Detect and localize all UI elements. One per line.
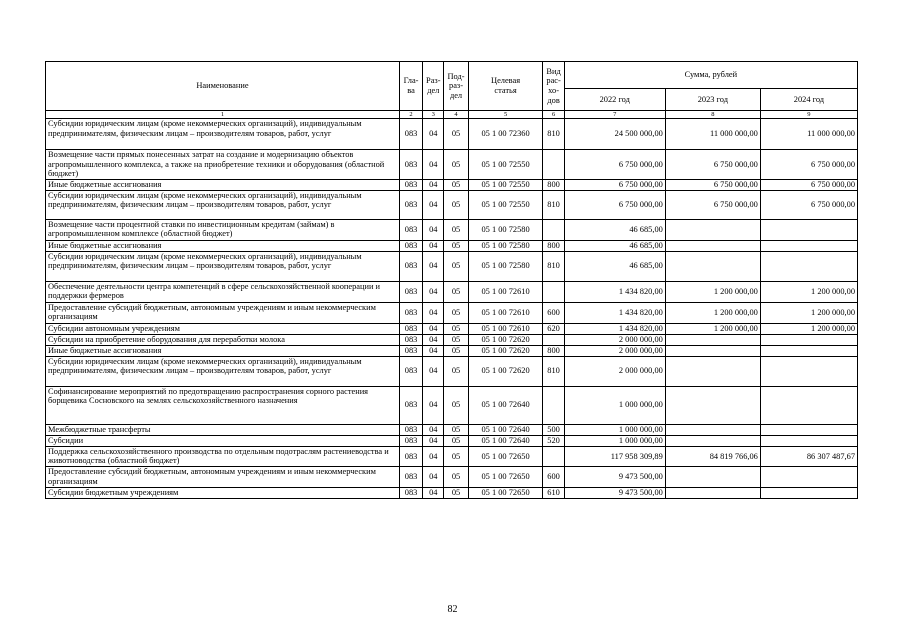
table-row bbox=[46, 487, 858, 498]
amount-2023: 6 750 000,00 bbox=[665, 150, 760, 180]
column-number: 2 bbox=[399, 111, 422, 119]
subsection-cell: 05 bbox=[444, 251, 468, 281]
amount-2024: 1 200 000,00 bbox=[760, 302, 857, 323]
header-chapter-line: ва bbox=[407, 86, 415, 95]
section-cell: 04 bbox=[423, 446, 444, 466]
row-name: Возмещение части прямых понесенных затрат на создание и модернизацию объектов агропромышленного комплекса, а также на приобретение техники и оборудования (областной бюджет) bbox=[46, 150, 400, 180]
amount-2022: 2 000 000,00 bbox=[564, 356, 665, 386]
expense-type-cell: 800 bbox=[543, 179, 564, 190]
amount-2024 bbox=[760, 386, 857, 424]
budget-table bbox=[45, 61, 858, 499]
subsection-cell: 05 bbox=[444, 356, 468, 386]
amount-2024 bbox=[760, 466, 857, 487]
amount-2023: 11 000 000,00 bbox=[665, 119, 760, 150]
expense-type-cell: 600 bbox=[543, 466, 564, 487]
table-row bbox=[46, 446, 858, 466]
amount-2023: 6 750 000,00 bbox=[665, 190, 760, 219]
header-section-line: дел bbox=[427, 86, 440, 95]
row-name: Субсидии юридическим лицам (кроме некоммерческих организаций), индивидуальным предпринимателям, физическим лицам – производителям товаров, работ, услуг bbox=[46, 190, 400, 219]
header-expense-line: дов bbox=[547, 95, 560, 105]
amount-2022: 6 750 000,00 bbox=[564, 150, 665, 180]
amount-2023 bbox=[665, 466, 760, 487]
column-number: 7 bbox=[564, 111, 665, 119]
row-name: Предоставление субсидий бюджетным, автономным учреждениям и иным некоммерческим организациям bbox=[46, 466, 400, 487]
header-expense-line: хо- bbox=[548, 86, 560, 95]
table-row bbox=[46, 424, 858, 435]
row-name: Межбюджетные трансферты bbox=[46, 424, 400, 435]
expense-type-cell: 800 bbox=[543, 345, 564, 356]
table-row bbox=[46, 150, 858, 180]
amount-2022: 6 750 000,00 bbox=[564, 179, 665, 190]
expense-type-cell bbox=[543, 446, 564, 466]
table-header bbox=[46, 62, 858, 119]
column-number: 6 bbox=[543, 111, 564, 119]
column-number: 3 bbox=[423, 111, 444, 119]
table-row bbox=[46, 356, 858, 386]
section-cell: 04 bbox=[423, 386, 444, 424]
chapter-cell: 083 bbox=[399, 179, 422, 190]
amount-2022: 117 958 309,89 bbox=[564, 446, 665, 466]
amount-2022: 1 000 000,00 bbox=[564, 386, 665, 424]
header-expense-line: Вид bbox=[546, 66, 561, 76]
amount-2024 bbox=[760, 334, 857, 345]
subsection-cell: 05 bbox=[444, 281, 468, 302]
table-row bbox=[46, 345, 858, 356]
chapter-cell: 083 bbox=[399, 240, 422, 251]
section-cell: 04 bbox=[423, 119, 444, 150]
amount-2022: 9 473 500,00 bbox=[564, 487, 665, 498]
chapter-cell: 083 bbox=[399, 334, 422, 345]
subsection-cell: 05 bbox=[444, 424, 468, 435]
target-article-cell: 05 1 00 72610 bbox=[468, 281, 543, 302]
subsection-cell: 05 bbox=[444, 487, 468, 498]
row-name: Субсидии бюджетным учреждениям bbox=[46, 487, 400, 498]
amount-2023 bbox=[665, 386, 760, 424]
amount-2022: 2 000 000,00 bbox=[564, 345, 665, 356]
target-article-cell: 05 1 00 72640 bbox=[468, 435, 543, 446]
chapter-cell: 083 bbox=[399, 281, 422, 302]
expense-type-cell bbox=[543, 219, 564, 240]
amount-2022: 46 685,00 bbox=[564, 251, 665, 281]
target-article-cell: 05 1 00 72580 bbox=[468, 219, 543, 240]
section-cell: 04 bbox=[423, 190, 444, 219]
target-article-cell: 05 1 00 72550 bbox=[468, 179, 543, 190]
expense-type-cell: 810 bbox=[543, 119, 564, 150]
section-cell: 04 bbox=[423, 435, 444, 446]
amount-2022: 1 434 820,00 bbox=[564, 281, 665, 302]
target-article-cell: 05 1 00 72650 bbox=[468, 487, 543, 498]
table-row bbox=[46, 334, 858, 345]
subsection-cell: 05 bbox=[444, 345, 468, 356]
target-article-cell: 05 1 00 72640 bbox=[468, 386, 543, 424]
section-cell: 04 bbox=[423, 345, 444, 356]
subsection-cell: 05 bbox=[444, 190, 468, 219]
chapter-cell: 083 bbox=[399, 424, 422, 435]
expense-type-cell: 810 bbox=[543, 190, 564, 219]
expense-type-cell: 810 bbox=[543, 356, 564, 386]
amount-2022: 1 000 000,00 bbox=[564, 424, 665, 435]
section-cell: 04 bbox=[423, 219, 444, 240]
subsection-cell: 05 bbox=[444, 302, 468, 323]
table-row bbox=[46, 323, 858, 334]
chapter-cell: 083 bbox=[399, 386, 422, 424]
amount-2023 bbox=[665, 424, 760, 435]
amount-2024: 1 200 000,00 bbox=[760, 281, 857, 302]
target-article-cell: 05 1 00 72640 bbox=[468, 424, 543, 435]
target-article-cell: 05 1 00 72620 bbox=[468, 356, 543, 386]
subsection-cell: 05 bbox=[444, 466, 468, 487]
table-row bbox=[46, 466, 858, 487]
chapter-cell: 083 bbox=[399, 323, 422, 334]
section-cell: 04 bbox=[423, 323, 444, 334]
amount-2023: 1 200 000,00 bbox=[665, 323, 760, 334]
header-section-line: Раз- bbox=[426, 76, 441, 86]
amount-2023 bbox=[665, 240, 760, 251]
header-expense-type bbox=[543, 62, 564, 111]
amount-2023 bbox=[665, 345, 760, 356]
target-article-cell: 05 1 00 72620 bbox=[468, 345, 543, 356]
header-year-2024: 2024 год bbox=[760, 89, 857, 111]
subsection-cell: 05 bbox=[444, 323, 468, 334]
row-name: Субсидии юридическим лицам (кроме некоммерческих организаций), индивидуальным предпринимателям, физическим лицам – производителям товаров, работ, услуг bbox=[46, 356, 400, 386]
table-row bbox=[46, 219, 858, 240]
subsection-cell: 05 bbox=[444, 219, 468, 240]
table-row bbox=[46, 240, 858, 251]
amount-2024 bbox=[760, 251, 857, 281]
row-name: Субсидии автономным учреждениям bbox=[46, 323, 400, 334]
subsection-cell: 05 bbox=[444, 435, 468, 446]
amount-2024 bbox=[760, 240, 857, 251]
subsection-cell: 05 bbox=[444, 386, 468, 424]
amount-2024: 1 200 000,00 bbox=[760, 323, 857, 334]
expense-type-cell: 810 bbox=[543, 251, 564, 281]
target-article-cell: 05 1 00 72650 bbox=[468, 466, 543, 487]
amount-2024: 6 750 000,00 bbox=[760, 179, 857, 190]
subsection-cell: 05 bbox=[444, 446, 468, 466]
section-cell: 04 bbox=[423, 251, 444, 281]
amount-2024: 6 750 000,00 bbox=[760, 150, 857, 180]
amount-2024 bbox=[760, 356, 857, 386]
chapter-cell: 083 bbox=[399, 435, 422, 446]
amount-2023: 1 200 000,00 bbox=[665, 281, 760, 302]
section-cell: 04 bbox=[423, 179, 444, 190]
target-article-cell: 05 1 00 72580 bbox=[468, 240, 543, 251]
header-section bbox=[423, 62, 444, 111]
amount-2023 bbox=[665, 334, 760, 345]
header-target-line: статья bbox=[494, 86, 517, 95]
header-expense-line: рас- bbox=[546, 76, 561, 86]
section-cell: 04 bbox=[423, 281, 444, 302]
column-number: 4 bbox=[444, 111, 468, 119]
amount-2022: 9 473 500,00 bbox=[564, 466, 665, 487]
chapter-cell: 083 bbox=[399, 251, 422, 281]
expense-type-cell: 500 bbox=[543, 424, 564, 435]
amount-2024 bbox=[760, 435, 857, 446]
amount-2022: 46 685,00 bbox=[564, 240, 665, 251]
amount-2024 bbox=[760, 345, 857, 356]
header-sum: Сумма, рублей bbox=[564, 62, 857, 89]
header-subsection-line: Под- bbox=[447, 71, 465, 81]
expense-type-cell bbox=[543, 386, 564, 424]
target-article-cell: 05 1 00 72610 bbox=[468, 302, 543, 323]
section-cell: 04 bbox=[423, 334, 444, 345]
subsection-cell: 05 bbox=[444, 240, 468, 251]
header-chapter-line: Гла- bbox=[403, 76, 419, 86]
target-article-cell: 05 1 00 72550 bbox=[468, 190, 543, 219]
table-body bbox=[46, 119, 858, 499]
expense-type-cell: 600 bbox=[543, 302, 564, 323]
table-row bbox=[46, 435, 858, 446]
chapter-cell: 083 bbox=[399, 356, 422, 386]
subsection-cell: 05 bbox=[444, 119, 468, 150]
amount-2023: 1 200 000,00 bbox=[665, 302, 760, 323]
amount-2022: 2 000 000,00 bbox=[564, 334, 665, 345]
section-cell: 04 bbox=[423, 487, 444, 498]
row-name: Иные бюджетные ассигнования bbox=[46, 345, 400, 356]
page-number: 82 bbox=[447, 604, 458, 615]
column-number: 8 bbox=[665, 111, 760, 119]
column-number: 1 bbox=[46, 111, 400, 119]
target-article-cell: 05 1 00 72620 bbox=[468, 334, 543, 345]
chapter-cell: 083 bbox=[399, 119, 422, 150]
amount-2023: 84 819 766,06 bbox=[665, 446, 760, 466]
table-row bbox=[46, 119, 858, 150]
expense-type-cell bbox=[543, 281, 564, 302]
subsection-cell: 05 bbox=[444, 150, 468, 180]
amount-2024 bbox=[760, 424, 857, 435]
row-name: Поддержка сельскохозяйственного производства по отдельным подотраслям растениеводства и животноводства (областной бюджет) bbox=[46, 446, 400, 466]
amount-2022: 1 434 820,00 bbox=[564, 323, 665, 334]
amount-2023 bbox=[665, 435, 760, 446]
header-year-2022: 2022 год bbox=[564, 89, 665, 111]
header-name: Наименование bbox=[46, 62, 400, 111]
chapter-cell: 083 bbox=[399, 190, 422, 219]
amount-2022: 24 500 000,00 bbox=[564, 119, 665, 150]
section-cell: 04 bbox=[423, 466, 444, 487]
subsection-cell: 05 bbox=[444, 179, 468, 190]
header-chapter bbox=[399, 62, 422, 111]
table-row bbox=[46, 251, 858, 281]
chapter-cell: 083 bbox=[399, 446, 422, 466]
chapter-cell: 083 bbox=[399, 150, 422, 180]
target-article-cell: 05 1 00 72550 bbox=[468, 150, 543, 180]
target-article-cell: 05 1 00 72360 bbox=[468, 119, 543, 150]
row-name: Обеспечение деятельности центра компетенций в сфере сельскохозяйственной кооперации и поддержки фермеров bbox=[46, 281, 400, 302]
amount-2022: 1 000 000,00 bbox=[564, 435, 665, 446]
amount-2023 bbox=[665, 487, 760, 498]
amount-2024: 86 307 487,67 bbox=[760, 446, 857, 466]
chapter-cell: 083 bbox=[399, 302, 422, 323]
section-cell: 04 bbox=[423, 424, 444, 435]
expense-type-cell: 800 bbox=[543, 240, 564, 251]
column-number: 9 bbox=[760, 111, 857, 119]
table-row bbox=[46, 179, 858, 190]
expense-type-cell bbox=[543, 334, 564, 345]
amount-2022: 6 750 000,00 bbox=[564, 190, 665, 219]
row-name: Возмещение части процентной ставки по инвестиционным кредитам (займам) в агропромышленном комплексе (областной бюджет) bbox=[46, 219, 400, 240]
section-cell: 04 bbox=[423, 150, 444, 180]
amount-2024 bbox=[760, 487, 857, 498]
table-row bbox=[46, 386, 858, 424]
header-year-2023: 2023 год bbox=[665, 89, 760, 111]
column-number: 5 bbox=[468, 111, 543, 119]
section-cell: 04 bbox=[423, 302, 444, 323]
amount-2024 bbox=[760, 219, 857, 240]
amount-2023 bbox=[665, 356, 760, 386]
chapter-cell: 083 bbox=[399, 219, 422, 240]
chapter-cell: 083 bbox=[399, 345, 422, 356]
target-article-cell: 05 1 00 72580 bbox=[468, 251, 543, 281]
header-target-line: Целевая bbox=[491, 76, 521, 86]
subsection-cell: 05 bbox=[444, 334, 468, 345]
row-name: Иные бюджетные ассигнования bbox=[46, 240, 400, 251]
target-article-cell: 05 1 00 72610 bbox=[468, 323, 543, 334]
table-row bbox=[46, 281, 858, 302]
row-name: Софинансирование мероприятий по предотвращению распространения сорного растения борщевика Сосновского на землях сельскохозяйственного назначения bbox=[46, 386, 400, 424]
header-subsection-line: дел bbox=[449, 90, 463, 100]
header-subsection bbox=[444, 62, 468, 111]
row-name: Субсидии bbox=[46, 435, 400, 446]
table-row bbox=[46, 302, 858, 323]
expense-type-cell: 610 bbox=[543, 487, 564, 498]
row-name: Предоставление субсидий бюджетным, автономным учреждениям и иным некоммерческим организациям bbox=[46, 302, 400, 323]
header-subsection-line: раз- bbox=[449, 81, 464, 91]
column-number-row bbox=[46, 111, 858, 119]
amount-2023 bbox=[665, 219, 760, 240]
table-row bbox=[46, 190, 858, 219]
amount-2022: 46 685,00 bbox=[564, 219, 665, 240]
amount-2024: 6 750 000,00 bbox=[760, 190, 857, 219]
row-name: Субсидии юридическим лицам (кроме некоммерческих организаций), индивидуальным предпринимателям, физическим лицам – производителям товаров, работ, услуг bbox=[46, 119, 400, 150]
target-article-cell: 05 1 00 72650 bbox=[468, 446, 543, 466]
row-name: Субсидии юридическим лицам (кроме некоммерческих организаций), индивидуальным предпринимателям, физическим лицам – производителям товаров, работ, услуг bbox=[46, 251, 400, 281]
row-name: Субсидии на приобретение оборудования для переработки молока bbox=[46, 334, 400, 345]
row-name: Иные бюджетные ассигнования bbox=[46, 179, 400, 190]
header-target-article bbox=[468, 62, 543, 111]
section-cell: 04 bbox=[423, 240, 444, 251]
expense-type-cell bbox=[543, 150, 564, 180]
amount-2024: 11 000 000,00 bbox=[760, 119, 857, 150]
chapter-cell: 083 bbox=[399, 466, 422, 487]
chapter-cell: 083 bbox=[399, 487, 422, 498]
section-cell: 04 bbox=[423, 356, 444, 386]
expense-type-cell: 520 bbox=[543, 435, 564, 446]
amount-2023 bbox=[665, 251, 760, 281]
amount-2023: 6 750 000,00 bbox=[665, 179, 760, 190]
amount-2022: 1 434 820,00 bbox=[564, 302, 665, 323]
expense-type-cell: 620 bbox=[543, 323, 564, 334]
